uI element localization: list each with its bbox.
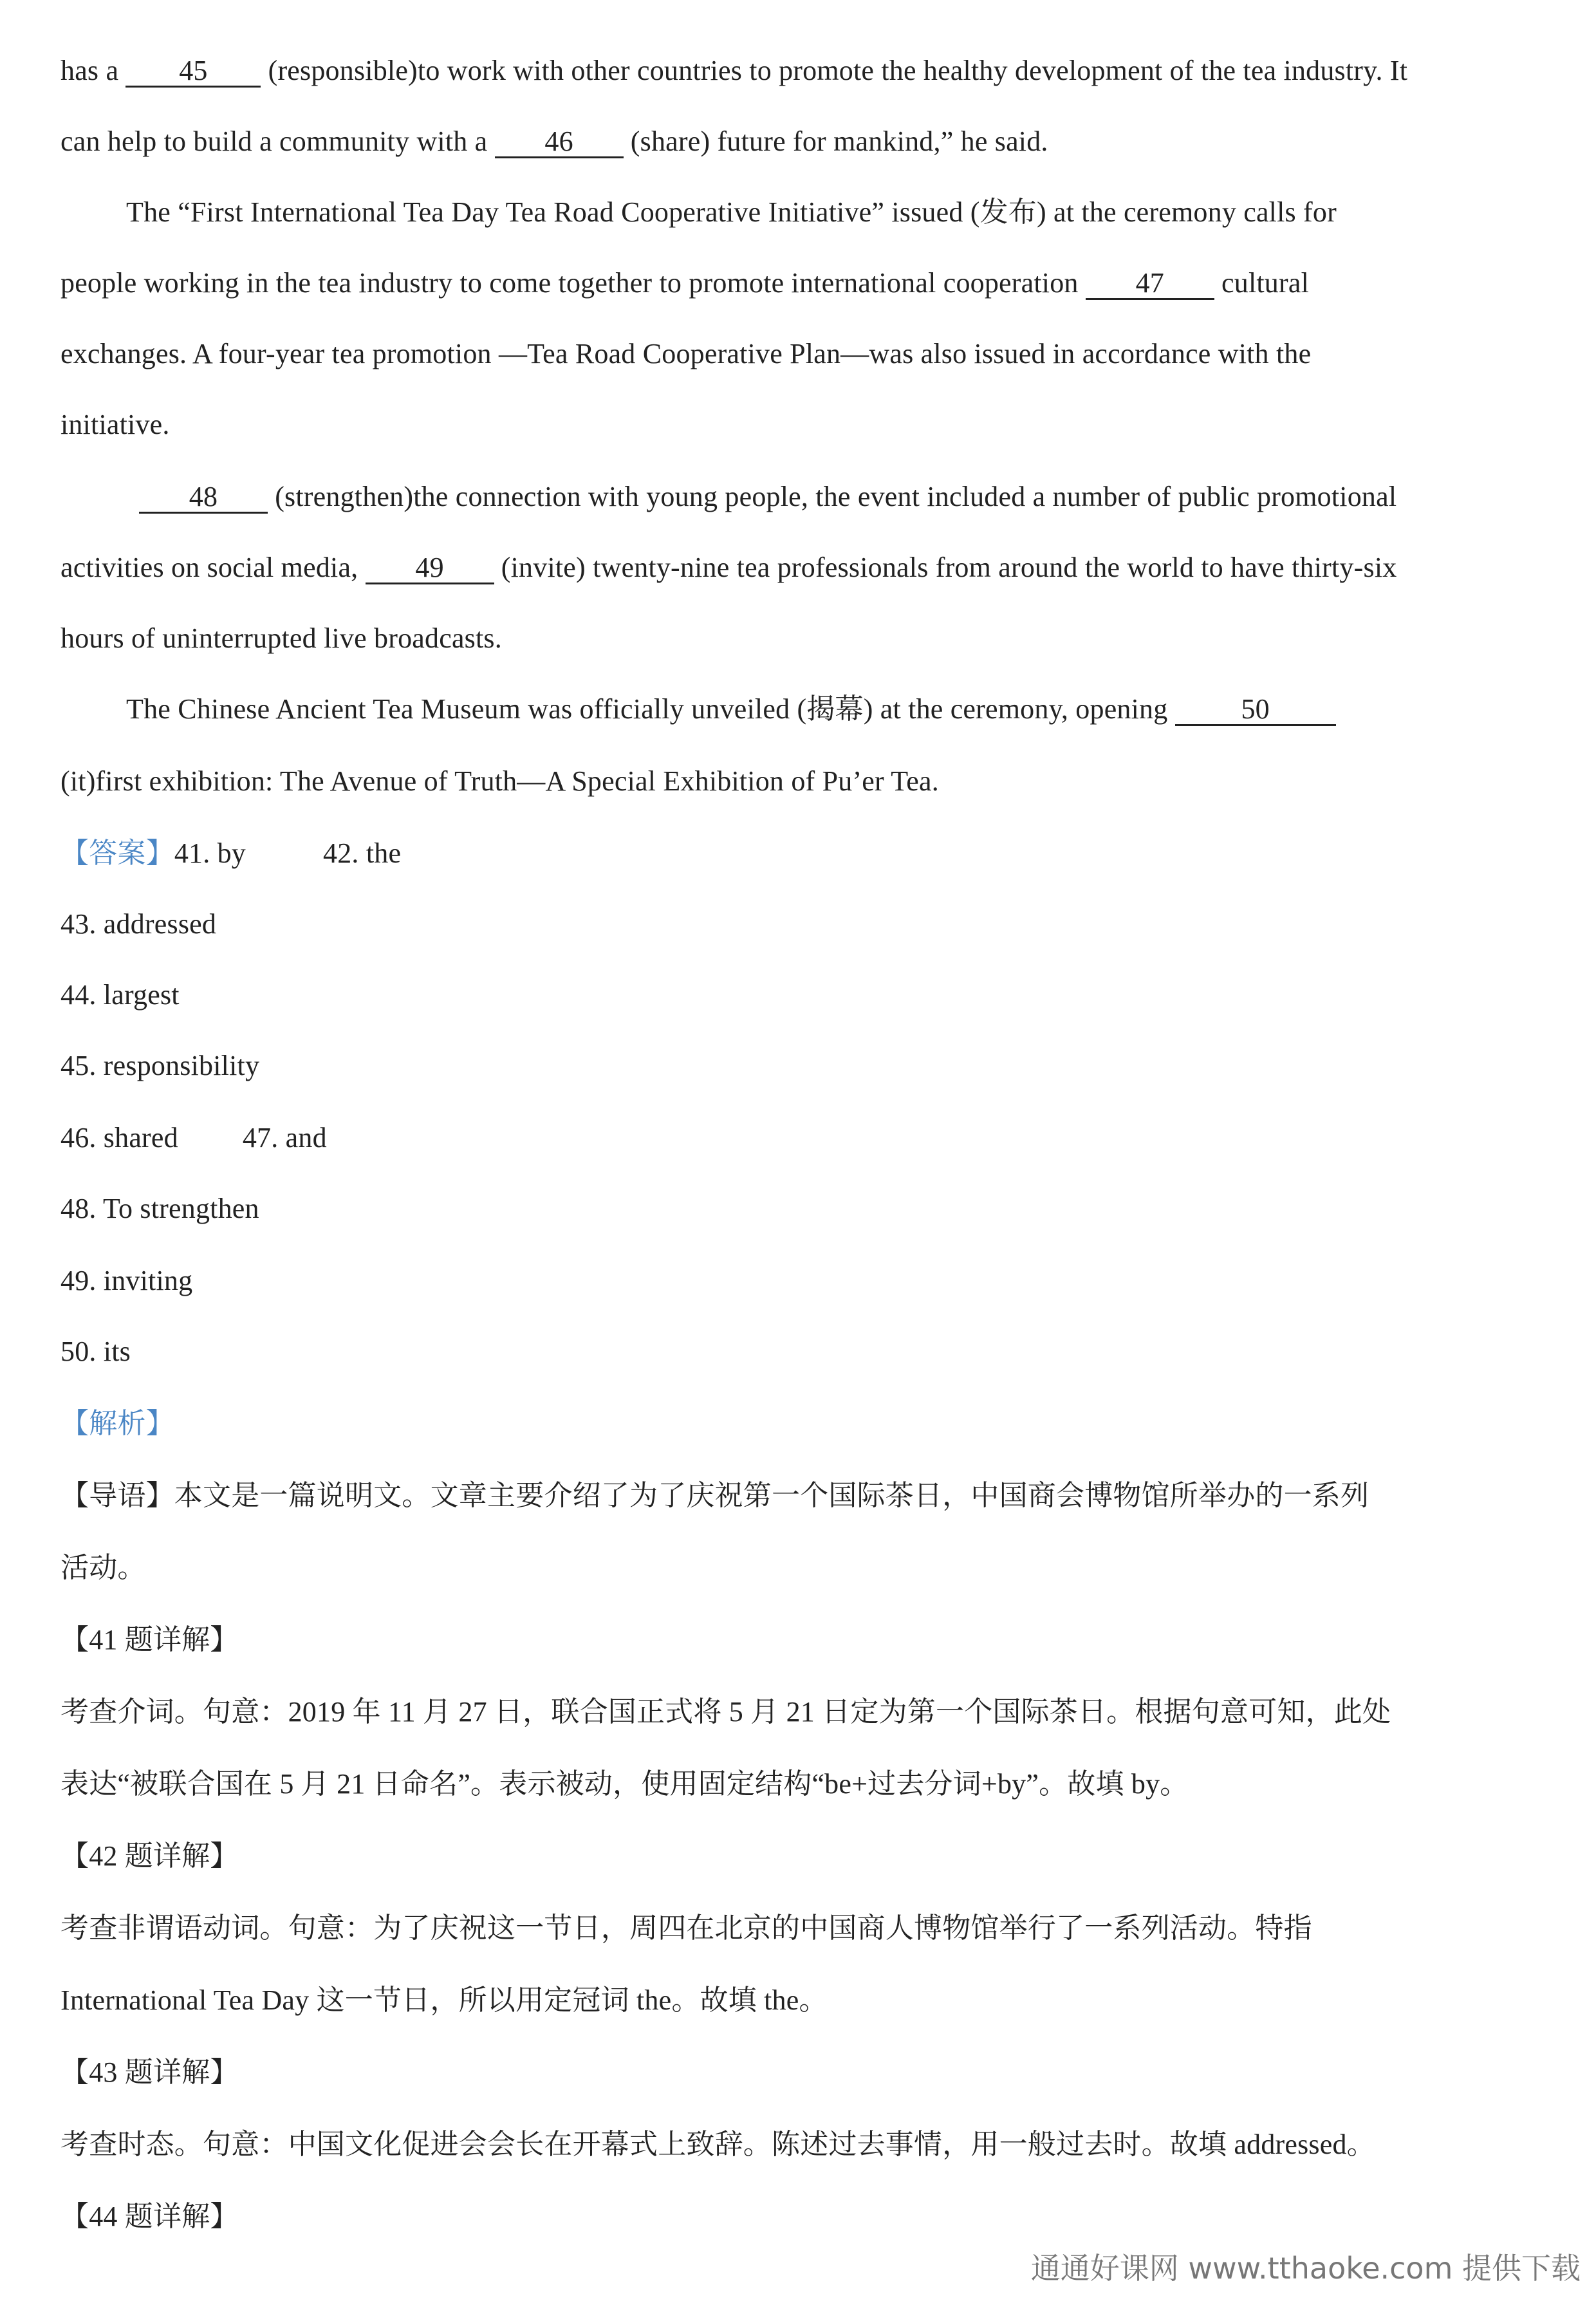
answer-45: 45. responsibility [60, 1050, 260, 1081]
passage-line-5: exchanges. A four-year tea promotion —Tea Road Cooperative Plan—was also issued in accordance with the [60, 338, 1312, 369]
q43-line-1: 考查时态。句意：中国文化促进会会长在开幕式上致辞。陈述过去事情，用一般过去时。故填 addressed。 [60, 2129, 1375, 2160]
blank-47: 47 [1086, 268, 1214, 300]
answer-50: 50. its [60, 1336, 131, 1367]
blank-48: 48 [139, 482, 268, 514]
blank-46: 46 [495, 127, 624, 158]
passage-line-4: people working in the tea industry to come together to promote international cooperation 47 cultural [60, 267, 1309, 299]
blank-45: 45 [125, 56, 261, 88]
q41-heading: 【41 题详解】 [60, 1624, 239, 1655]
answer-49: 49. inviting [60, 1265, 193, 1296]
passage-line-9: hours of uninterrupted live broadcasts. [60, 622, 502, 654]
answer-line-1: 【答案】41. by 42. the [60, 837, 402, 869]
passage-line-8: activities on social media, 49 (invite) twenty-nine tea professionals from around the world to have thirty-six [60, 552, 1397, 583]
passage-line-10: The Chinese Ancient Tea Museum was officially unveiled (揭幕) at the ceremony, opening 50 [126, 690, 1336, 729]
q43-heading: 【43 题详解】 [60, 2056, 239, 2088]
analysis-label: 【解析】 [60, 1408, 174, 1439]
passage-line-3: The “First International Tea Day Tea Road Cooperative Initiative” issued (发布) at the ceremony calls for [126, 196, 1337, 228]
passage-line-2: can help to build a community with a 46 (share) future for mankind,” he said. [60, 126, 1048, 157]
blank-49: 49 [366, 553, 494, 584]
footer-watermark: 通通好课网 www.tthaoke.com 提供下载 [1030, 2251, 1581, 2286]
passage-line-7: 48 (strengthen)the connection with young people, the event included a number of public promotional [139, 478, 1396, 516]
q41-line-2: 表达“被联合国在 5 月 21 日命名”。表示被动，使用固定结构“be+过去分词+by”。故填 by。 [60, 1768, 1189, 1800]
intro-line-2: 活动。 [60, 1552, 146, 1583]
blank-50: 50 [1175, 695, 1336, 726]
answer-label: 【答案】 [60, 837, 174, 869]
q41-line-1: 考查介词。句意：2019 年 11 月 27 日，联合国正式将 5 月 21 日定为第一个国际茶日。根据句意可知，此处 [60, 1696, 1391, 1728]
passage-line-1: has a 45 (responsible)to work with other countries to promote the healthy development of the tea industry. It [60, 55, 1408, 86]
passage-line-6: initiative. [60, 409, 170, 440]
answer-44: 44. largest [60, 979, 180, 1011]
passage-line-11: (it)first exhibition: The Avenue of Truth—A Special Exhibition of Pu’er Tea. [60, 765, 939, 797]
answer-48: 48. To strengthen [60, 1193, 259, 1224]
intro-line-1: 【导语】本文是一篇说明文。文章主要介绍了为了庆祝第一个国际茶日，中国商会博物馆所举办的一系列 [60, 1480, 1369, 1511]
answer-line-46-47: 46. shared 47. and [60, 1122, 327, 1153]
q42-line-2: International Tea Day 这一节日，所以用定冠词 the。故填 the。 [60, 1984, 828, 2016]
answer-43: 43. addressed [60, 908, 217, 940]
q42-heading: 【42 题详解】 [60, 1840, 239, 1872]
q42-line-1: 考查非谓语动词。句意：为了庆祝这一节日，周四在北京的中国商人博物馆举行了一系列活动。特指 [60, 1912, 1312, 1944]
q44-heading: 【44 题详解】 [60, 2201, 239, 2232]
